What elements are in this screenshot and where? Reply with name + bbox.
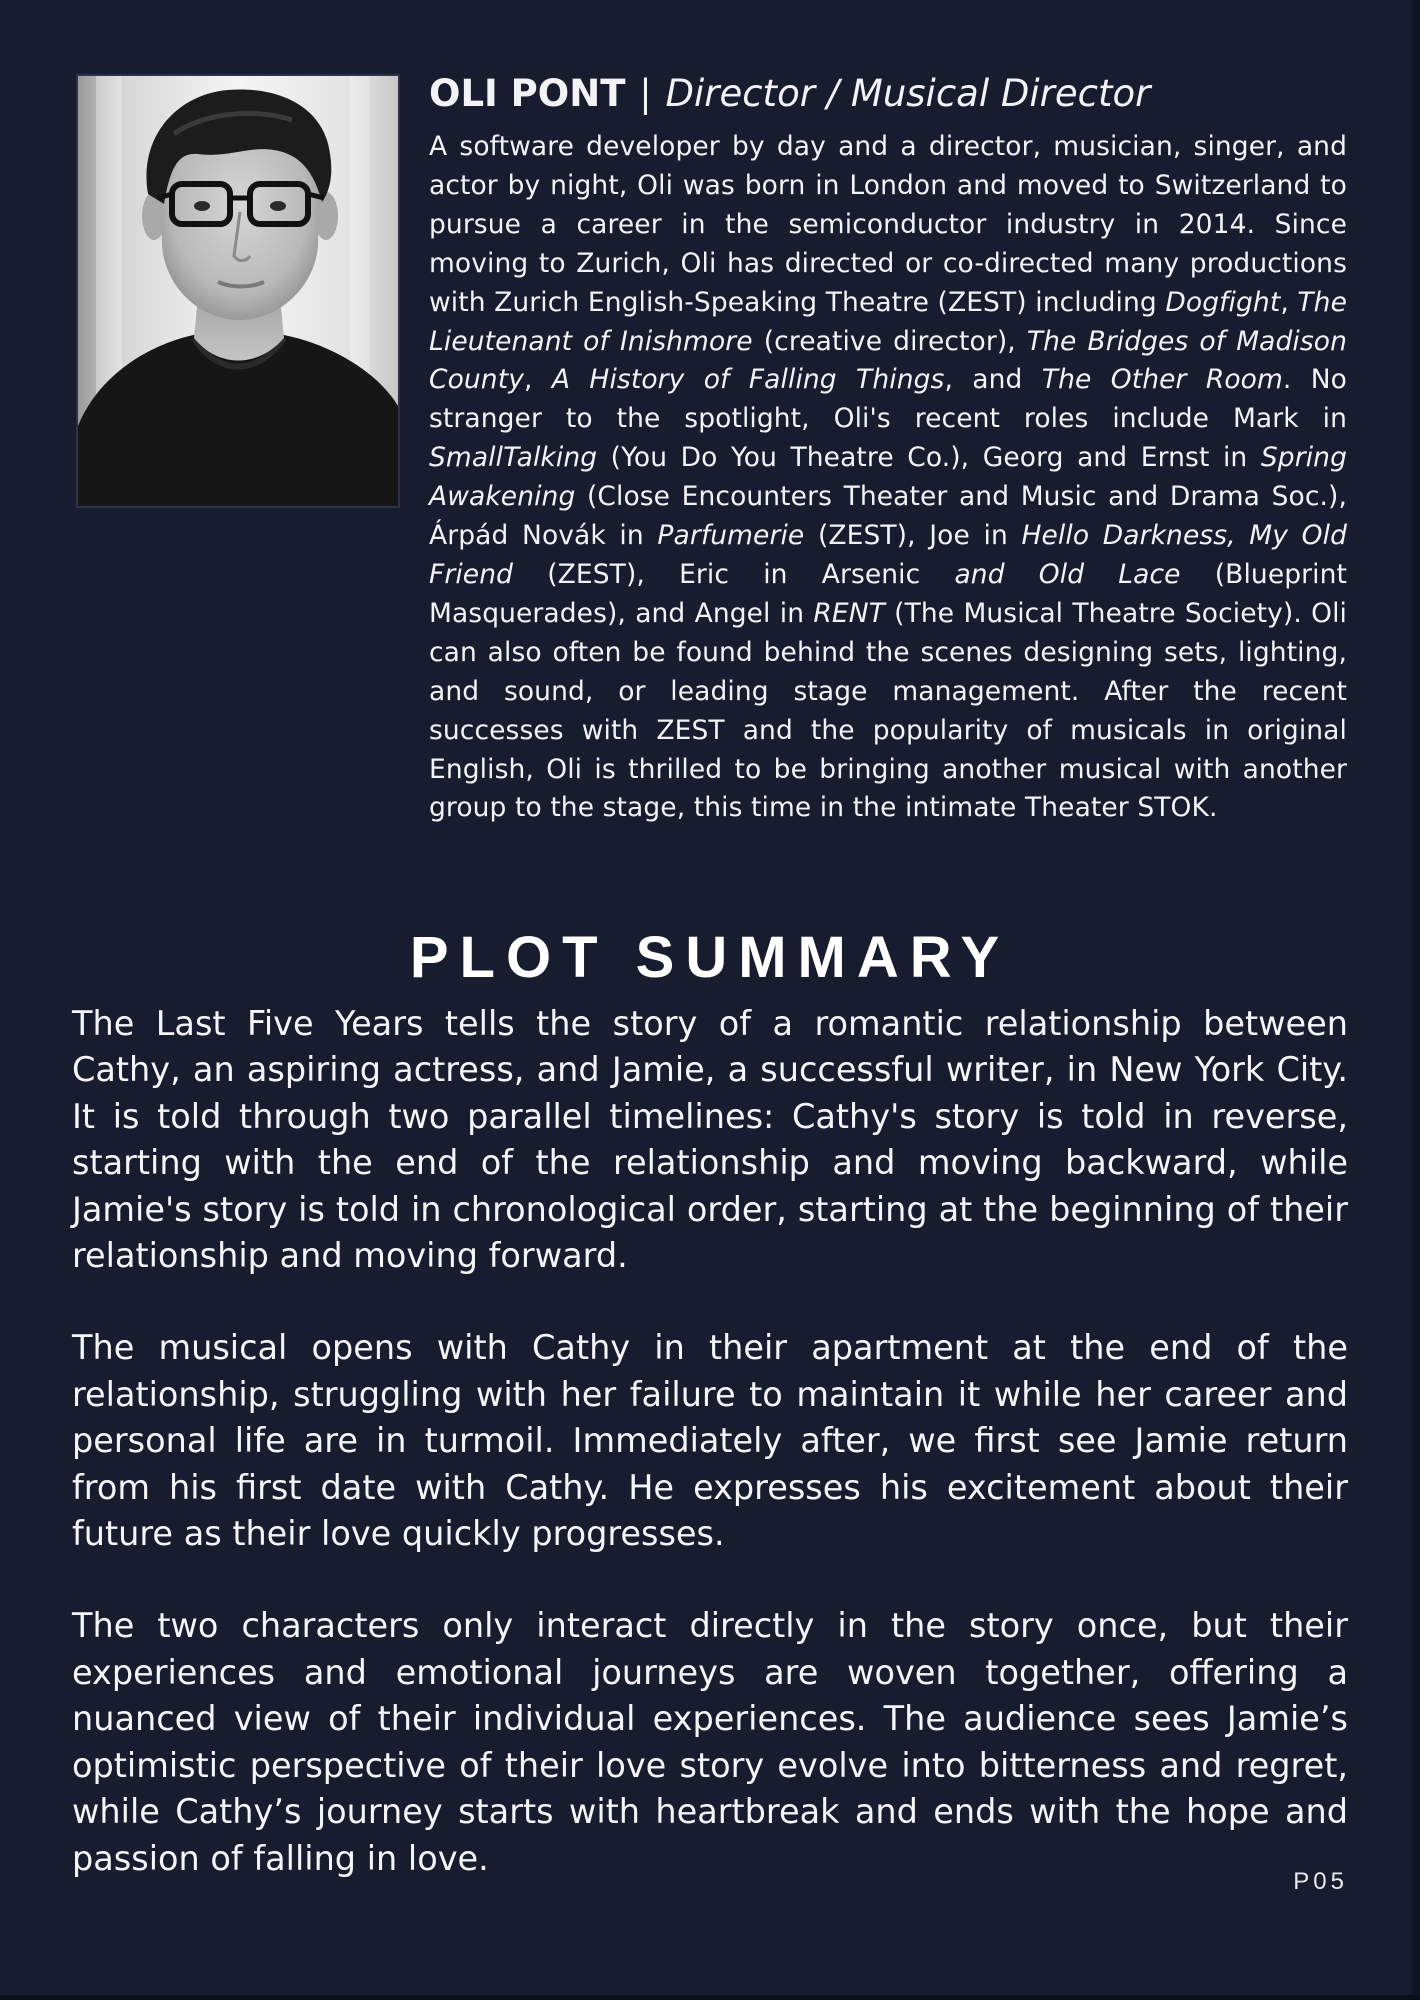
bio-text-run: . No stranger to the spotlight, Oli's recent roles include Mark in [429,364,1347,435]
bio-show-title: The Bridges of Madison County [429,325,1347,396]
bio-show-title: Spring Awakening [429,442,1347,513]
bio-show-title: Dogfight [1165,286,1281,318]
plot-summary-title: PLOT SUMMARY [409,925,1011,990]
bio-show-title: Hello Darkness, My Old Friend [429,520,1348,590]
bio-text-run: (ZEST), Eric in Arsenic [513,558,955,590]
page-number: P05 [1293,1868,1348,1895]
director-portrait-photo [76,74,400,508]
portrait-illustration [78,76,398,506]
bio-text-run: A software developer by day and a director, musician, singer, and actor by night, Oli was born in London and moved to Switzerland to pursue a career in the semiconductor industry in 2014. Since moving to Zurich, Oli has directed or co-directed many productions with Zurich English-Speaking Theatre (ZEST) including [429,131,1347,318]
bio-text-run: , and [944,364,1042,396]
director-name: OLI PONT [429,72,626,115]
bio-show-title: A History of Falling Things [551,364,945,396]
page-edge [1412,0,1420,2000]
heading-separator: | [639,72,652,115]
bio-show-title: SmallTalking [429,442,598,474]
bio-show-title: RENT [813,597,885,629]
bio-text-run: (Close Encounters Theater and Music and Drama Soc.), Árpád Novák in [429,481,1347,552]
page-bottom-edge [0,1995,1420,2000]
director-role: Director / Musical Director [665,72,1151,115]
bio-text-run: , [523,364,552,396]
plot-paragraph-2: The musical opens with Cathy in their apartment at the end of the relationship, struggling with her failure to maintain it while her career and personal life are in turmoil. Immediately after, we first see Jamie return from his first date with Cathy. He expresses his excitement about their future as their love quickly progresses. [72,1328,1348,1554]
bio-heading [429,66,1347,122]
bio-text-run: (Blueprint Masquerades), and Angel in [429,558,1347,629]
plot-paragraph-1: The Last Five Years tells the story of a romantic relationship between Cathy, an aspiring actress, and Jamie, a successful writer, in New York City. It is told through two parallel timelines: Cathy's story is told in reverse, starting with the end of the relationship and moving backward, while Jamie's story is told in chronological order, starting at the beginning of their relationship and moving forward. [72,1004,1348,1276]
bio-text-block [429,66,1347,828]
bio-paragraph [429,128,1347,828]
bio-show-title: The Other Room [1041,364,1283,396]
bio-show-title: The Lieutenant of Inishmore [429,286,1347,357]
bio-text-run: , [1280,286,1298,318]
plot-paragraph-3: The two characters only interact directly in the story once, but their experiences and emotional journeys are woven together, offering a nuanced view of their individual experiences. The audience sees Jamie’s optimistic perspective of their love story evolve into bitterness and regret, while Cathy’s journey starts with heartbreak and ends with the hope and passion of falling in love. [72,1606,1348,1878]
bio-text-run: (ZEST), Joe in [804,520,1022,552]
bio-text-run: (You Do You Theatre Co.), Georg and Ernst in [597,442,1261,474]
plot-summary-section [72,1001,1348,1928]
bio-text-run: (The Musical Theatre Society). Oli can also often be found behind the scenes designing sets, lighting, and sound, or leading stage management. After the recent successes with ZEST and the popularity of musicals in original English, Oli is thrilled to be bringing another musical with another group to the stage, this time in the intimate Theater STOK. [429,597,1347,824]
bio-text-run: (creative director), [752,325,1027,357]
bio-show-title: and Old Lace [954,558,1181,590]
bio-show-title: Parfumerie [657,520,805,552]
